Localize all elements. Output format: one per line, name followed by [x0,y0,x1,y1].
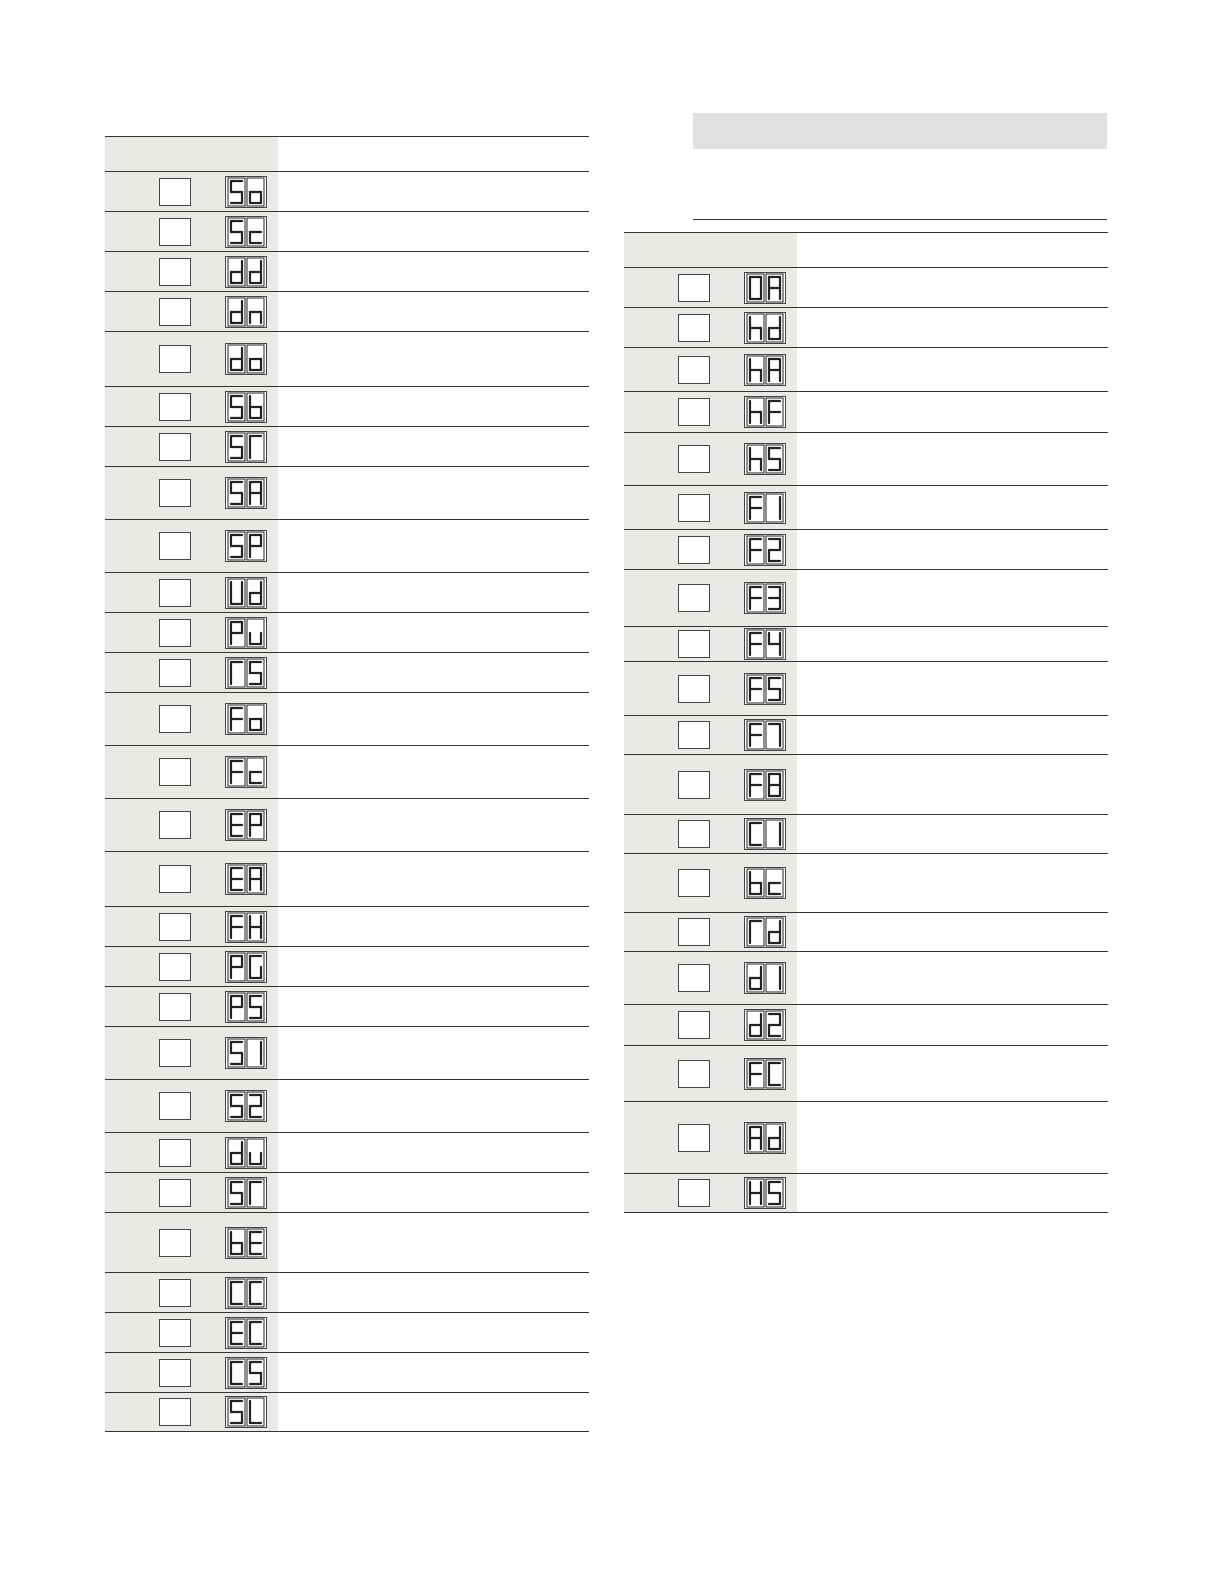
seven-segment-display [744,1122,786,1154]
checkbox[interactable] [159,993,191,1021]
checkbox[interactable] [678,356,710,384]
seven-segment-display [744,818,786,850]
header-blank [278,137,589,171]
code-cell [105,653,278,692]
seven-segment-display [225,343,267,375]
seven-segment-display [225,577,267,609]
seven-segment-display [225,1317,267,1349]
checkbox[interactable] [678,536,710,564]
description-cell [278,653,589,692]
header-shade [105,137,278,171]
description-cell [278,292,589,331]
seven-segment-display [225,477,267,509]
checkbox[interactable] [678,771,710,799]
table-row [624,1045,1108,1101]
description-cell [278,172,589,211]
checkbox[interactable] [159,1319,191,1347]
table-row [624,715,1108,754]
description-cell [797,486,1108,529]
description-cell [278,1313,589,1352]
table-row [105,1312,589,1352]
checkbox[interactable] [678,820,710,848]
description-cell [797,1046,1108,1101]
checkbox[interactable] [678,1124,710,1152]
table-header [105,136,589,171]
seven-segment-display [744,673,786,705]
checkbox[interactable] [159,1139,191,1167]
checkbox[interactable] [678,494,710,522]
code-cell [105,387,278,426]
code-cell [624,662,797,715]
code-cell [105,332,278,386]
checkbox[interactable] [159,953,191,981]
description-cell [278,212,589,251]
code-cell [624,530,797,569]
description-cell [278,387,589,426]
code-cell [624,1102,797,1173]
code-cell [105,1173,278,1212]
seven-segment-display [225,1396,267,1428]
description-cell [278,1027,589,1079]
seven-segment-display [744,396,786,428]
code-cell [624,854,797,912]
checkbox[interactable] [159,1092,191,1120]
checkbox[interactable] [159,298,191,326]
checkbox[interactable] [159,479,191,507]
description-cell [278,427,589,466]
checkbox[interactable] [159,811,191,839]
description-cell [278,1133,589,1172]
table-row [105,652,589,692]
table-row [105,1026,589,1079]
table-row [624,1004,1108,1045]
seven-segment-display [225,1227,267,1259]
table-row [105,331,589,386]
code-cell [105,947,278,986]
table-row [105,211,589,251]
checkbox[interactable] [159,1279,191,1307]
seven-segment-display [744,443,786,475]
header-shade [624,233,797,267]
description-cell [797,716,1108,754]
checkbox[interactable] [678,721,710,749]
seven-segment-display [225,176,267,208]
code-cell [105,467,278,519]
left-rows [105,171,589,1432]
description-cell [797,854,1108,912]
table-row [105,798,589,851]
table-header [624,232,1108,267]
seven-segment-display [225,617,267,649]
checkbox[interactable] [678,869,710,897]
code-cell [105,573,278,612]
description-cell [797,1174,1108,1212]
table-row [105,612,589,652]
seven-segment-display [225,1277,267,1309]
code-cell [624,1046,797,1101]
table-row [624,814,1108,853]
code-cell [105,907,278,946]
seven-segment-display [744,962,786,994]
code-cell [105,1273,278,1312]
table-row [105,1212,589,1272]
table-row [624,307,1108,347]
code-cell [105,1133,278,1172]
description-cell [797,433,1108,485]
table-row [624,912,1108,951]
code-cell [624,627,797,661]
table-row [105,171,589,211]
seven-segment-display [225,1090,267,1122]
seven-segment-display [225,863,267,895]
code-cell [105,1393,278,1431]
checkbox[interactable] [678,630,710,658]
table-row [105,1079,589,1132]
code-cell [624,486,797,529]
seven-segment-display [225,809,267,841]
table-row [624,569,1108,626]
code-cell [105,693,278,745]
checkbox[interactable] [159,258,191,286]
description-cell [797,308,1108,347]
description-cell [797,392,1108,432]
table-row [105,1272,589,1312]
code-cell [624,755,797,814]
right-code-table [624,232,1108,1213]
table-row [624,661,1108,715]
seven-segment-display [744,916,786,948]
table-row [624,432,1108,485]
description-cell [797,570,1108,626]
seven-segment-display [744,719,786,751]
table-row [624,391,1108,432]
code-cell [624,392,797,432]
code-cell [624,308,797,347]
code-cell [105,212,278,251]
checkbox[interactable] [678,274,710,302]
table-row [105,1172,589,1212]
code-cell [105,799,278,851]
seven-segment-display [225,431,267,463]
checkbox[interactable] [159,865,191,893]
checkbox[interactable] [159,433,191,461]
checkbox[interactable] [159,532,191,560]
description-cell [797,627,1108,661]
table-row [624,951,1108,1004]
code-cell [624,952,797,1004]
description-cell [797,348,1108,391]
checkbox[interactable] [159,218,191,246]
code-cell [624,815,797,853]
code-cell [105,1080,278,1132]
seven-segment-display [225,657,267,689]
code-cell [105,746,278,798]
checkbox[interactable] [678,964,710,992]
checkbox[interactable] [678,1060,710,1088]
seven-segment-display [744,867,786,899]
description-cell [278,1353,589,1392]
table-row [105,466,589,519]
table-row [105,426,589,466]
seven-segment-display [744,1177,786,1209]
description-cell [278,987,589,1026]
code-cell [624,1174,797,1212]
seven-segment-display [225,756,267,788]
checkbox[interactable] [159,1229,191,1257]
checkbox[interactable] [678,675,710,703]
seven-segment-display [225,911,267,943]
checkbox[interactable] [678,314,710,342]
description-cell [278,907,589,946]
table-row [105,1392,589,1432]
checkbox[interactable] [159,913,191,941]
description-cell [278,1173,589,1212]
code-cell [105,292,278,331]
description-cell [797,268,1108,307]
code-cell [105,987,278,1026]
table-row [105,851,589,906]
table-row [105,251,589,291]
description-cell [278,573,589,612]
checkbox[interactable] [159,1039,191,1067]
left-code-table [105,136,589,1432]
checkbox[interactable] [159,579,191,607]
table-row [624,347,1108,391]
table-row [105,291,589,331]
code-cell [105,1313,278,1352]
right-rows [624,267,1108,1213]
seven-segment-display [225,951,267,983]
table-row [624,853,1108,912]
description-cell [278,332,589,386]
header-blank [797,233,1108,267]
table-row [624,626,1108,661]
checkbox[interactable] [159,659,191,687]
description-cell [797,815,1108,853]
table-row [624,529,1108,569]
description-cell [278,746,589,798]
seven-segment-display [744,492,786,524]
description-cell [797,913,1108,951]
checkbox[interactable] [159,1179,191,1207]
description-cell [278,1080,589,1132]
description-cell [278,693,589,745]
table-row [105,745,589,798]
table-row [105,692,589,745]
checkbox[interactable] [159,178,191,206]
seven-segment-display [744,354,786,386]
checkbox[interactable] [159,345,191,373]
description-cell [278,1213,589,1272]
table-row [105,519,589,572]
checkbox[interactable] [678,584,710,612]
seven-segment-display [744,1009,786,1041]
table-row [105,572,589,612]
table-row [624,1173,1108,1213]
table-row [105,1352,589,1392]
seven-segment-display [225,296,267,328]
table-row [624,754,1108,814]
checkbox[interactable] [678,1011,710,1039]
code-cell [105,1353,278,1392]
seven-segment-display [225,703,267,735]
table-row [105,946,589,986]
checkbox[interactable] [159,1398,191,1426]
checkbox[interactable] [159,705,191,733]
code-cell [624,913,797,951]
code-cell [105,613,278,652]
code-cell [105,520,278,572]
seven-segment-display [225,391,267,423]
checkbox[interactable] [159,393,191,421]
description-cell [278,1393,589,1431]
description-cell [797,952,1108,1004]
seven-segment-display [744,582,786,614]
description-cell [278,467,589,519]
checkbox[interactable] [678,445,710,473]
code-cell [624,570,797,626]
description-cell [797,662,1108,715]
table-row [105,1132,589,1172]
code-cell [624,1005,797,1045]
seven-segment-display [744,1058,786,1090]
description-cell [278,852,589,906]
seven-segment-display [744,272,786,304]
seven-segment-display [225,256,267,288]
code-cell [624,268,797,307]
description-cell [278,520,589,572]
code-cell [105,427,278,466]
code-cell [105,1213,278,1272]
table-row [624,485,1108,529]
table-row [105,906,589,946]
checkbox[interactable] [159,1359,191,1387]
seven-segment-display [225,1357,267,1389]
table-row [105,986,589,1026]
description-cell [278,613,589,652]
description-cell [797,1005,1108,1045]
code-cell [105,172,278,211]
code-cell [105,852,278,906]
description-cell [278,252,589,291]
seven-segment-display [225,1177,267,1209]
seven-segment-display [225,216,267,248]
code-cell [105,1027,278,1079]
description-cell [797,755,1108,814]
code-cell [624,716,797,754]
header-banner [693,113,1107,149]
checkbox[interactable] [159,758,191,786]
description-cell [797,1102,1108,1173]
seven-segment-display [225,991,267,1023]
checkbox[interactable] [678,398,710,426]
checkbox[interactable] [678,918,710,946]
seven-segment-display [225,1037,267,1069]
seven-segment-display [744,534,786,566]
section-rule [693,219,1107,220]
checkbox[interactable] [678,1179,710,1207]
description-cell [278,947,589,986]
description-cell [797,530,1108,569]
code-cell [105,252,278,291]
code-cell [624,433,797,485]
description-cell [278,799,589,851]
table-row [624,267,1108,307]
seven-segment-display [744,628,786,660]
seven-segment-display [744,312,786,344]
description-cell [278,1273,589,1312]
seven-segment-display [225,530,267,562]
table-row [105,386,589,426]
table-row [624,1101,1108,1173]
checkbox[interactable] [159,619,191,647]
code-cell [624,348,797,391]
seven-segment-display [744,769,786,801]
seven-segment-display [225,1137,267,1169]
